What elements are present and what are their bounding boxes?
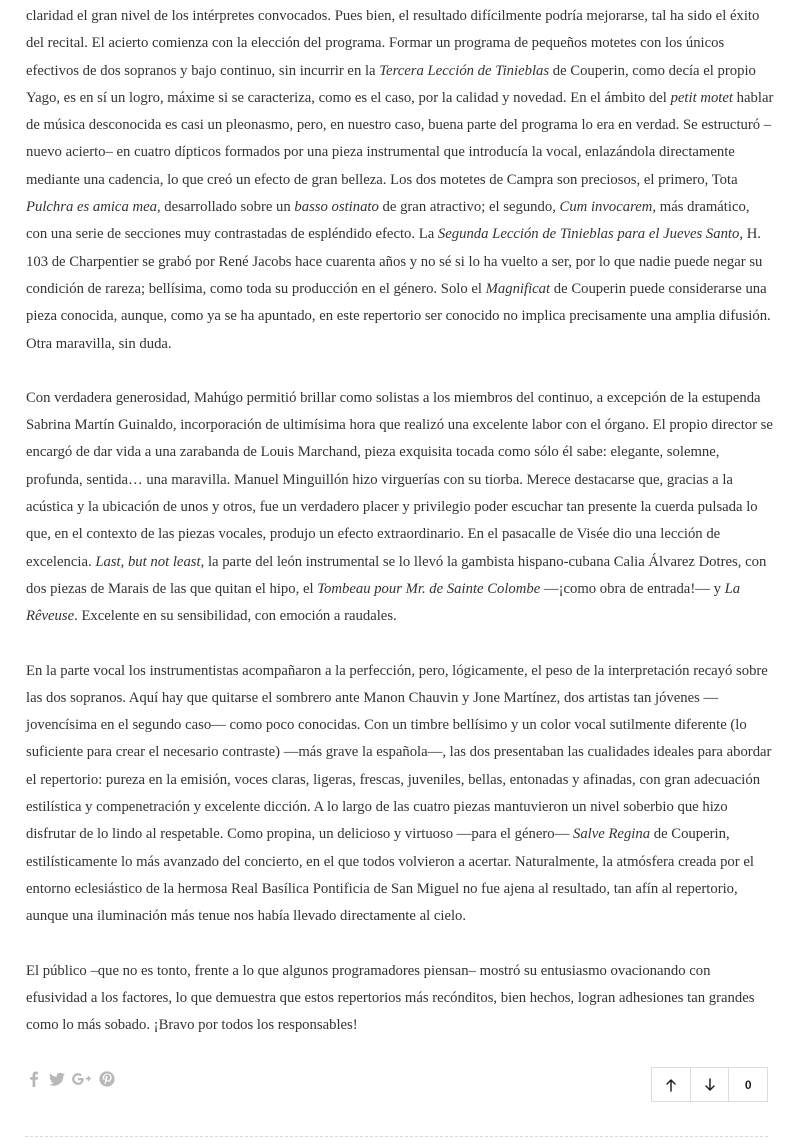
italic-title: Tercera Lección de Tinieblas bbox=[379, 62, 550, 79]
italic-title: Last, but not least bbox=[95, 553, 201, 570]
italic-title: Magnificat bbox=[485, 280, 551, 297]
article-paragraph: El público –que no es tonto, frente a lo que algunos programadores piensan– mostró su entusiasmo ovacionando con efusividad a los factores, lo que demuestra que estos repertorios más recónditos, bien hechos, logran adhesiones tan grandes como lo más sobado. ¡Bravo por todos los responsables! bbox=[26, 962, 755, 1034]
italic-title: Pulchra es amica mea bbox=[26, 199, 157, 216]
pinterest-icon[interactable] bbox=[98, 1070, 116, 1088]
italic-title: Segunda Lección de Tinieblas para el Jueves Santo bbox=[437, 226, 740, 243]
share-bar bbox=[25, 1068, 116, 1090]
upvote-button[interactable] bbox=[652, 1068, 691, 1101]
article-paragraph: En la parte vocal los instrumentistas acompañaron a la perfección, pero, lógicamente, el peso de la interpretación recayó sobre las dos sopranos. Aquí hay que quitarse el sombrero ante Manon Chauvin y Jone Martínez, dos artistas tan jóvenes —jovencísima en el segundo caso— como poco conocidas. Con un timbre bellísimo y un color vocal sutilmente diferente (lo suficiente para crear el necesario contraste) —más grave la española—, las dos presentaban las cualidades ideales para abordar el repertorio: pureza en la emisión, voces claras, ligeras, frescas, juveniles, bellas, entonadas y afinadas, con gran adecuación estilística y compenetración y excelente dicción. A lo largo de las cuatro piezas mantuvieron un nivel soberbio que hizo disfrutar de lo lindo al respetable. Como propina, un delicioso y virtuoso —para el género— Salve Regina de Couperin, estilísticamente lo más avanzado del concierto, en el que todos volvieron a acertar. Naturalmente, la atmósfera creada por el entorno eclesiástico de la hermosa Real Basílica Pontificia de San Miguel no fue ajena al resultado, tan afín al repertorio, aunque una iluminación más tenue nos había llevado directamente al cielo. bbox=[26, 662, 772, 925]
italic-title: petit motet bbox=[670, 89, 733, 106]
vote-widget bbox=[651, 1067, 768, 1102]
arrow-up-icon bbox=[665, 1078, 677, 1092]
facebook-icon[interactable] bbox=[25, 1070, 43, 1088]
article-body bbox=[26, 3, 774, 1066]
twitter-icon[interactable] bbox=[48, 1070, 66, 1088]
downvote-button[interactable] bbox=[691, 1068, 730, 1101]
italic-title: La Rêveuse bbox=[26, 580, 741, 625]
italic-title: Salve Regina bbox=[572, 826, 651, 843]
divider bbox=[25, 1136, 768, 1137]
italic-title: Cum invocarem bbox=[559, 199, 653, 216]
italic-title: basso ostinato bbox=[294, 199, 379, 216]
article-paragraph: Con verdadera generosidad, Mahúgo permitió brillar como solistas a los miembros del continuo, a excepción de la estupenda Sabrina Martín Guinaldo, incorporación de ultimísima hora que realizó una excelente labor con el órgano. El propio director se encargó de dar vida a una zarabanda de Louis Marchand, pieza exquisita tocada como sólo él sabe: elegante, solemne, profunda, sentida… una maravilla. Manuel Minguillón hizo virguerías con su tiorba. Merece destacarse que, gracias a la acústica y la ubicación de unos y otros, fue un verdadero placer y privilegio poder escuchar tan presente la cuerda pulsada lo que, en el contexto de las piezas vocales, produjo un efecto extraordinario. En el pasacalle de Visée dio una lección de excelencia. Last, but not least, la parte del león instrumental se lo llevó la gambista hispano-cubana Calia Álvarez Dotres, con dos piezas de Marais de las que quitan el hipo, el Tombeau pour Mr. de Sainte Colombe —¡como obra de entrada!— y La Rêveuse. Excelente en su sensibilidad, con emoción a raudales. bbox=[26, 389, 773, 625]
italic-title: Tombeau pour Mr. de Sainte Colombe bbox=[317, 580, 541, 597]
arrow-down-icon bbox=[704, 1078, 716, 1092]
article-paragraph: claridad el gran nivel de los intérpretes convocados. Pues bien, el resultado difícilmente podría mejorarse, tal ha sido el éxito del recital. El acierto comienza con la elección del programa. Formar un programa de pequeños motetes con los únicos efectivos de dos sopranos y bajo continuo, sin incurrir en la Tercera Lección de Tinieblas de Couperin, como decía el propio Yago, es en sí un logro, máxime si se caracteriza, como es el caso, por la calidad y novedad. En el ámbito del petit motet hablar de música desconocida es casi un pleonasmo, pero, en nuestro caso, buena parte del programa lo era en verdad. Se estructuró –nuevo acierto– en cuatro dípticos formados por una pieza instrumental que introducía la vocal, enlazándola directamente mediante una cadencia, lo que creó un efecto de gran belleza. Los dos motetes de Campra son preciosos, el primero, Tota Pulchra es amica mea, desarrollado sobre un basso ostinato de gran atractivo; el segundo, Cum invocarem, más dramático, con una serie de secciones muy contrastadas de espléndido efecto. La Segunda Lección de Tinieblas para el Jueves Santo, H. 103 de Charpentier se grabó por René Jacobs hace cuarenta años y no sé si lo ha vuelto a ser, por lo que nadie puede negar su condición de rareza; bellísima, como toda su producción en el género. Solo el Magnificat de Couperin puede considerarse una pieza conocida, aunque, como ya se ha apuntado, en este repertorio ser conocido no implica precisamente una amplia difusión. Otra maravilla, sin duda. bbox=[26, 8, 774, 352]
vote-count: 0 bbox=[744, 1077, 752, 1092]
google-plus-icon[interactable] bbox=[71, 1070, 93, 1088]
